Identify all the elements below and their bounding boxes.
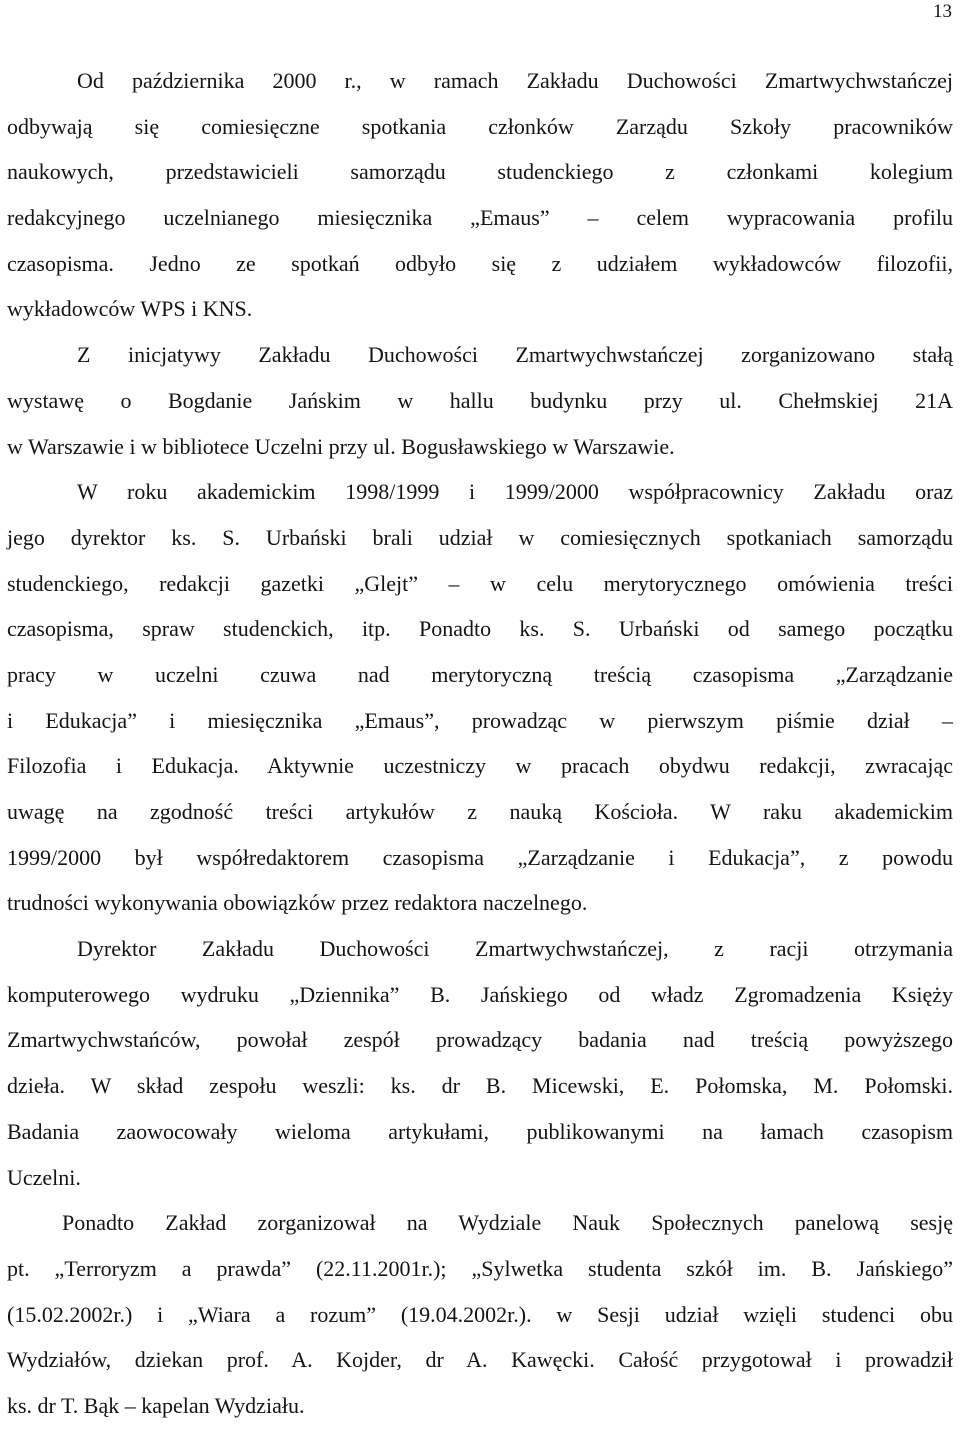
paragraph-line: trudności wykonywania obowiązków przez redaktora naczelnego. [7, 890, 588, 916]
paragraph-line: wykładowców WPS i KNS. [7, 296, 253, 322]
paragraph-line: pracy w uczelni czuwa nad merytoryczną treścią czasopisma „Zarządzanie [7, 661, 953, 687]
page-number: 13 [933, 1, 952, 22]
paragraph-line: Uczelni. [7, 1164, 81, 1190]
paragraph-line: ks. dr T. Bąk – kapelan Wydziału. [7, 1392, 305, 1418]
paragraph-line: jego dyrektor ks. S. Urbański brali udział w comiesięcznych spotkaniach samorządu [7, 524, 953, 550]
paragraph-line: czasopisma. Jedno ze spotkań odbyło się z udziałem wykładowców filozofii, [7, 250, 953, 276]
paragraph-line: studenckiego, redakcji gazetki „Glejt” – w celu merytorycznego omówienia treści [7, 570, 953, 596]
paragraph-line: Z inicjatywy Zakładu Duchowości Zmartwychwstańczej zorganizowano stałą [77, 342, 953, 368]
paragraph-line: w Warszawie i w bibliotece Uczelni przy ul. Bogusławskiego w Warszawie. [7, 433, 675, 459]
body-text [7, 58, 953, 1429]
paragraph-line: Badania zaowocowały wieloma artykułami, publikowanymi na łamach czasopism [7, 1118, 953, 1144]
paragraph-line: Filozofia i Edukacja. Aktywnie uczestniczy w pracach obydwu redakcji, zwracając [7, 753, 953, 779]
paragraph-line: dzieła. W skład zespołu weszli: ks. dr B. Micewski, E. Połomska, M. Połomski. [7, 1073, 953, 1099]
paragraph-line: W roku akademickim 1998/1999 i 1999/2000 współpracownicy Zakładu oraz [77, 479, 953, 505]
paragraph-line: i Edukacja” i miesięcznika „Emaus”, prowadząc w pierwszym piśmie dział – [7, 707, 953, 733]
paragraph-line: komputerowego wydruku „Dziennika” B. Jańskiego od władz Zgromadzenia Księży [7, 981, 953, 1007]
paragraph-line: redakcyjnego uczelnianego miesięcznika „Emaus” – celem wypracowania profilu [7, 205, 953, 231]
paragraph-line: czasopisma, spraw studenckich, itp. Ponadto ks. S. Urbański od samego początku [7, 616, 953, 642]
paragraph-line: Zmartwychwstańców, powołał zespół prowadzący badania nad treścią powyższego [7, 1027, 953, 1053]
paragraph-line: Wydziałów, dziekan prof. A. Kojder, dr A. Kawęcki. Całość przygotował i prowadził [7, 1347, 953, 1373]
paragraph-line: Dyrektor Zakładu Duchowości Zmartwychwstańczej, z racji otrzymania [77, 936, 953, 962]
paragraph-line: (15.02.2002r.) i „Wiara a rozum” (19.04.2002r.). w Sesji udział wzięli studenci obu [7, 1301, 953, 1327]
paragraph-line: 1999/2000 był współredaktorem czasopisma „Zarządzanie i Edukacja”, z powodu [7, 844, 953, 870]
paragraph-line: wystawę o Bogdanie Jańskim w hallu budynku przy ul. Chełmskiej 21A [7, 387, 953, 413]
paragraph-line: Od października 2000 r., w ramach Zakładu Duchowości Zmartwychwstańczej [77, 68, 953, 93]
paragraph-line: odbywają się comiesięczne spotkania członków Zarządu Szkoły pracowników [7, 113, 953, 139]
paragraph-line: naukowych, przedstawicieli samorządu studenckiego z członkami kolegium [7, 159, 953, 185]
paragraph-line: uwagę na zgodność treści artykułów z nauką Kościoła. W raku akademickim [7, 799, 953, 824]
paragraph-line: pt. „Terroryzm a prawda” (22.11.2001r.); „Sylwetka studenta szkół im. B. Jańskiego” [7, 1255, 953, 1281]
paragraph-line: Ponadto Zakład zorganizował na Wydziale Nauk Społecznych panelową sesję [62, 1210, 953, 1236]
